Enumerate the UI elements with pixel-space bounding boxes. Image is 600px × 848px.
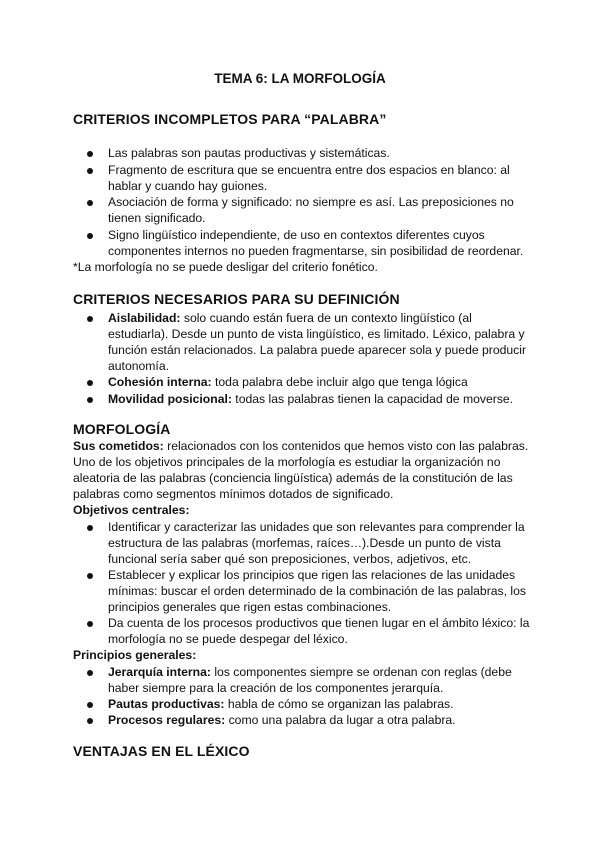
list-item: Da cuenta de los procesos productivos que tienen lugar en el ámbito léxico: la	[108, 616, 530, 630]
section-heading-criterios-necesarios: CRITERIOS NECESARIOS PARA SU DEFINICIÓN	[73, 291, 400, 307]
bullet-icon	[87, 200, 93, 206]
term-label: Cohesión interna:	[108, 375, 212, 389]
cometidos-label: Sus cometidos:	[73, 439, 164, 453]
list-item	[108, 712, 456, 728]
footnote: *La morfología no se puede desligar del criterio fonético.	[73, 260, 378, 274]
section-heading-morfologia: MORFOLOGÍA	[73, 421, 171, 437]
paragraph-line: palabras como segmentos mínimos dotados de significado.	[73, 487, 394, 501]
list-item-continuation: estudiarla). Desde un punto de vista lingüístico, es limitado. Léxico, palabra y	[108, 327, 525, 341]
term-label: Movilidad posicional:	[108, 392, 232, 406]
term-text: los componentes siempre se ordenan con reglas (debe	[210, 665, 512, 679]
list-item-continuation: funcional sería saber qué son preposiciones, verbos, adjetivos, etc.	[108, 552, 472, 566]
objetivos-label: Objetivos centrales:	[73, 503, 190, 517]
list-item: Identificar y caracterizar las unidades que son relevantes para comprender la	[108, 520, 525, 534]
list-item: Signo lingüístico independiente, de uso en contextos diferentes cuyos	[108, 228, 485, 242]
cometidos-text: relacionados con los contenidos que hemos visto con las palabras.	[163, 439, 529, 453]
bullet-icon	[87, 380, 93, 386]
term-label: Jerarquía interna:	[108, 665, 211, 679]
bullet-icon	[87, 670, 93, 676]
bullet-icon	[87, 573, 93, 579]
list-item	[108, 374, 468, 390]
paragraph-line	[73, 438, 528, 454]
bullet-icon	[87, 397, 93, 403]
list-item-continuation: haber siempre para la creación de los componentes jerarquía.	[108, 681, 444, 695]
term-label: Aislabilidad:	[108, 311, 181, 325]
term-label: Procesos regulares:	[108, 713, 226, 727]
term-label: Pautas productivas:	[108, 697, 225, 711]
list-item-continuation: autonomía.	[108, 359, 169, 373]
bullet-icon	[87, 233, 93, 239]
page-title: TEMA 6: LA MORFOLOGÍA	[214, 71, 386, 86]
term-text: habla de cómo se organizan las palabras.	[224, 697, 454, 711]
term-text: como una palabra da lugar a otra palabra.	[225, 713, 456, 727]
principios-label: Principios generales:	[73, 648, 197, 662]
list-item	[108, 664, 512, 680]
list-item	[108, 391, 513, 407]
list-item	[108, 696, 454, 712]
list-item-continuation: morfología no se puede despegar del léxico.	[108, 632, 348, 646]
term-text: todas las palabras tienen la capacidad de moverse.	[231, 392, 514, 406]
paragraph-line: Uno de los objetivos principales de la morfología es estudiar la organización no	[73, 455, 501, 469]
term-text: solo cuando están fuera de un contexto lingüístico (al	[180, 311, 472, 325]
bullet-icon	[87, 151, 93, 157]
list-item: Establecer y explicar los principios que rigen las relaciones de las unidades	[108, 568, 516, 582]
list-item-continuation: hablar y cuando hay guiones.	[108, 179, 268, 193]
list-item-continuation: estructura de las palabras (morfemas, raíces…).Desde un punto de vista	[108, 536, 501, 550]
list-item	[108, 310, 472, 326]
section-heading-ventajas: VENTAJAS EN EL LÉXICO	[73, 743, 250, 759]
bullet-icon	[87, 718, 93, 724]
list-item: Fragmento de escritura que se encuentra entre dos espacios en blanco: al	[108, 163, 510, 177]
term-text: toda palabra debe incluir algo que tenga lógica	[211, 375, 468, 389]
bullet-icon	[87, 702, 93, 708]
list-item-continuation: componentes internos no pueden fragmentarse, sin posibilidad de reordenar.	[108, 244, 524, 258]
list-item-continuation: tienen significado.	[108, 211, 206, 225]
list-item: Las palabras son pautas productivas y sistemáticas.	[108, 146, 390, 160]
bullet-icon	[87, 525, 93, 531]
list-item-continuation: función están relacionados. La palabra puede aparecer sola y puede producir	[108, 343, 527, 357]
section-heading-criterios-incompletos: CRITERIOS INCOMPLETOS PARA “PALABRA”	[73, 111, 387, 127]
paragraph-line: aleatoria de las palabras (conciencia lingüística) además de la constitución de las	[73, 471, 513, 485]
bullet-icon	[87, 621, 93, 627]
bullet-icon	[87, 316, 93, 322]
list-item-continuation: principios generales que rigen estas combinaciones.	[108, 600, 392, 614]
list-item: Asociación de forma y significado: no siempre es así. Las preposiciones no	[108, 195, 514, 209]
list-item-continuation: mínimas: buscar el orden determinado de la combinación de las palabras, los	[108, 584, 526, 598]
bullet-icon	[87, 168, 93, 174]
